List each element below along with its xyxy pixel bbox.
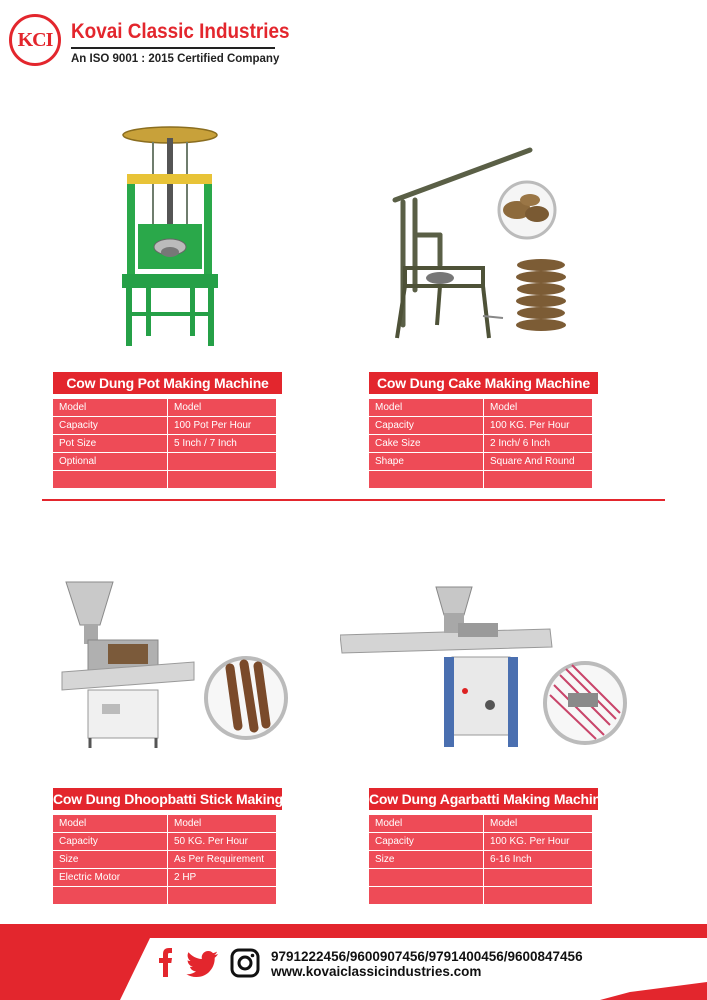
- spec-value: [484, 887, 593, 905]
- spec-row: [369, 435, 593, 453]
- spec-key: Size: [369, 851, 484, 869]
- spec-key: Capacity: [369, 833, 484, 851]
- spec-value: Model: [168, 399, 277, 417]
- spec-row: [53, 435, 277, 453]
- spec-value: Square And Round: [484, 453, 593, 471]
- agarbatti-machine-image: [340, 585, 630, 750]
- pot-machine-image: [110, 124, 230, 356]
- dhoopbatti-machine-image: [58, 580, 294, 750]
- spec-row: [369, 453, 593, 471]
- twitter-icon[interactable]: [186, 951, 218, 977]
- spec-key: Size: [53, 851, 168, 869]
- spec-key: Shape: [369, 453, 484, 471]
- social-icons: [152, 945, 262, 984]
- spec-value: 100 KG. Per Hour: [484, 833, 593, 851]
- spec-value: Model: [484, 399, 593, 417]
- spec-row: [53, 887, 277, 905]
- spec-key: Optional: [53, 453, 168, 471]
- spec-table-agarbatti: [368, 814, 593, 905]
- spec-row: [53, 833, 277, 851]
- spec-key: Model: [53, 815, 168, 833]
- spec-key: Pot Size: [53, 435, 168, 453]
- spec-row: [53, 453, 277, 471]
- facebook-icon[interactable]: [159, 948, 172, 977]
- spec-key: Capacity: [53, 417, 168, 435]
- spec-table-dhoopbatti: [52, 814, 277, 905]
- product-title-pot: Cow Dung Pot Making Machine: [53, 372, 282, 394]
- spec-key: Model: [369, 815, 484, 833]
- spec-row: [369, 851, 593, 869]
- spec-value: 2 Inch/ 6 Inch: [484, 435, 593, 453]
- spec-key: [369, 887, 484, 905]
- spec-value: 50 KG. Per Hour: [168, 833, 277, 851]
- section-divider: [42, 499, 665, 501]
- spec-row: [53, 471, 277, 489]
- spec-key: Capacity: [53, 833, 168, 851]
- spec-row: [53, 399, 277, 417]
- spec-row: [369, 815, 593, 833]
- spec-value: [168, 887, 277, 905]
- spec-value: As Per Requirement: [168, 851, 277, 869]
- spec-value: [168, 453, 277, 471]
- spec-value: 100 KG. Per Hour: [484, 417, 593, 435]
- spec-value: [484, 869, 593, 887]
- company-tagline: An ISO 9001 : 2015 Certified Company: [71, 53, 280, 65]
- spec-value: [484, 471, 593, 489]
- spec-row: [369, 887, 593, 905]
- spec-row: [53, 815, 277, 833]
- product-title-dhoopbatti: Cow Dung Dhoopbatti Stick Making Machine: [53, 788, 282, 810]
- spec-value: 100 Pot Per Hour: [168, 417, 277, 435]
- spec-key: [369, 869, 484, 887]
- header-rule: [71, 47, 275, 49]
- spec-value: Model: [484, 815, 593, 833]
- spec-row: [369, 833, 593, 851]
- spec-key: [369, 471, 484, 489]
- spec-table-cake: [368, 398, 593, 489]
- spec-row: [369, 471, 593, 489]
- spec-value: 6-16 Inch: [484, 851, 593, 869]
- spec-key: Electric Motor: [53, 869, 168, 887]
- spec-value: [168, 471, 277, 489]
- spec-row: [53, 417, 277, 435]
- product-title-agarbatti: Cow Dung Agarbatti Making Machine: [369, 788, 598, 810]
- logo-letters: KCI: [17, 28, 53, 51]
- spec-row: [369, 869, 593, 887]
- contact-phones[interactable]: 9791222456/9600907456/9791400456/9600847456: [271, 949, 583, 964]
- spec-key: [53, 471, 168, 489]
- spec-key: Model: [53, 399, 168, 417]
- website-link[interactable]: www.kovaiclassicindustries.com: [271, 964, 482, 979]
- instagram-icon[interactable]: [232, 950, 258, 976]
- spec-value: Model: [168, 815, 277, 833]
- cake-machine-image: [385, 140, 575, 340]
- company-name: Kovai Classic Industries: [71, 20, 290, 43]
- product-title-cake: Cow Dung Cake Making Machine: [369, 372, 598, 394]
- spec-row: [369, 399, 593, 417]
- spec-key: Model: [369, 399, 484, 417]
- spec-table-pot: [52, 398, 277, 489]
- spec-key: [53, 887, 168, 905]
- spec-key: Capacity: [369, 417, 484, 435]
- spec-row: [369, 417, 593, 435]
- company-logo: [9, 14, 61, 66]
- spec-row: [53, 869, 277, 887]
- spec-row: [53, 851, 277, 869]
- spec-key: Cake Size: [369, 435, 484, 453]
- spec-value: 5 Inch / 7 Inch: [168, 435, 277, 453]
- spec-value: 2 HP: [168, 869, 277, 887]
